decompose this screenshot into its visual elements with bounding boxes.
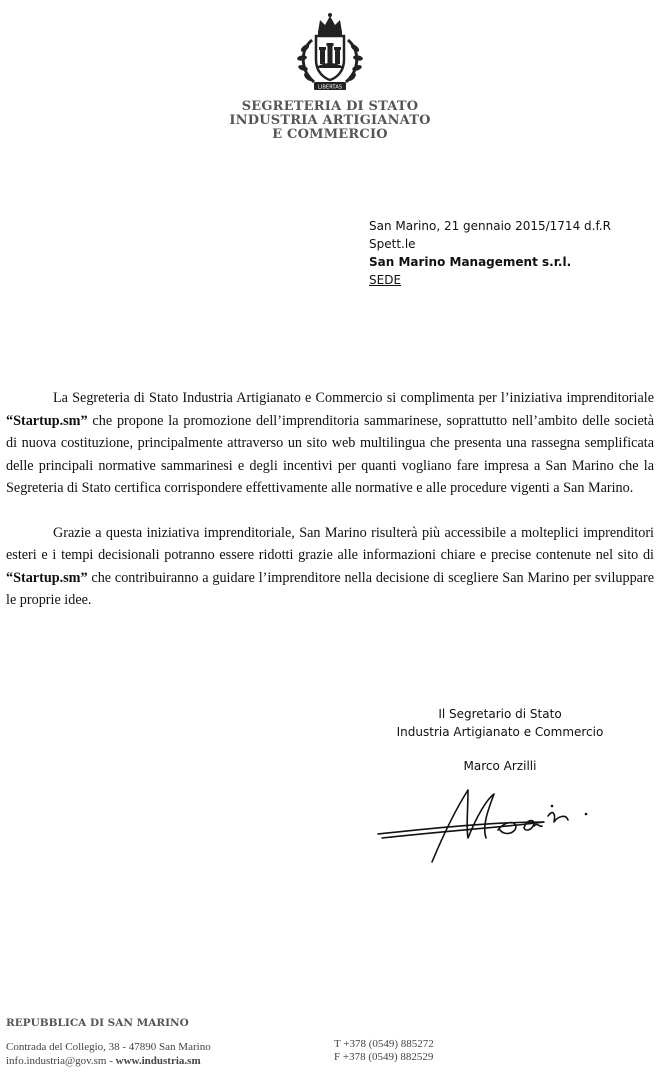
paragraph-2-brand: “Startup.sm” xyxy=(6,569,88,586)
ministry-line-3: E COMMERCIO xyxy=(272,127,388,142)
recipient-location: SEDE xyxy=(369,273,402,287)
paragraph-2-text-b: che contribuiranno a guidare l’imprenditore nella decisione di scegliere San Marino per sviluppare le proprie idee. xyxy=(6,569,654,608)
signatory-title-line-1: Il Segretario di Stato xyxy=(438,707,562,721)
footer-separator: - xyxy=(106,1055,116,1067)
paragraph-1-text-b: che propone la promozione dell’imprenditoria sammarinese, soprattutto nell’ambito delle società di nuova costituzione, principalmente attraverso un sito web multilingua che presenta una rassegna semplificata delle principali normative sammarinesi e degli incentivi per quanti vogliano fare impresa a San Marino che la Segreteria di Stato certifica corrispondere effettivamente alle normative e alle procedure vigenti a San Marino. xyxy=(6,412,654,496)
handwritten-signature-icon xyxy=(376,776,596,868)
footer-email: info.industria@gov.sm xyxy=(6,1055,107,1067)
paragraph-2 xyxy=(6,522,654,612)
footer-fax: F +378 (0549) 882529 xyxy=(334,1051,434,1063)
recipient-name: San Marino Management s.r.l. xyxy=(369,255,572,269)
letter-body xyxy=(6,387,654,634)
paragraph-1-text-a: La Segreteria di Stato Industria Artigianato e Commercio si complimenta per l’iniziativa imprenditoriale xyxy=(53,390,654,406)
ministry-letterhead xyxy=(0,100,660,142)
place-date: San Marino, 21 gennaio 2015/1714 d.f.R xyxy=(369,219,611,233)
signatory-title-line-2: Industria Artigianato e Commercio xyxy=(396,725,604,739)
footer-address: Contrada del Collegio, 38 - 47890 San Marino xyxy=(6,1041,211,1053)
footer-phone: T +378 (0549) 885272 xyxy=(334,1038,434,1050)
signature-block xyxy=(380,705,620,775)
address-block xyxy=(369,217,611,289)
san-marino-coat-of-arms-icon xyxy=(290,10,370,92)
footer-contact-right xyxy=(334,1038,434,1064)
salutation: Spett.le xyxy=(369,237,416,251)
paragraph-2-text-a: Grazie a questa iniziativa imprenditoriale, San Marino risulterà più accessibile a molteplici imprenditori esteri e i tempi decisionali potranno essere ridotti grazie alle informazioni chiare e precise contenute nel sito di xyxy=(6,524,654,563)
ministry-line-1: SEGRETERIA DI STATO xyxy=(241,99,419,114)
footer-email-web-line xyxy=(6,1054,211,1068)
signatory-name: Marco Arzilli xyxy=(463,759,537,773)
svg-text:LIBERTAS: LIBERTAS xyxy=(317,84,343,91)
footer-organization: REPUBBLICA DI SAN MARINO xyxy=(6,1017,189,1029)
footer-contact-left xyxy=(6,1040,211,1068)
ministry-line-2: INDUSTRIA ARTIGIANATO xyxy=(229,113,431,128)
paragraph-1-brand: “Startup.sm” xyxy=(6,412,88,429)
footer-website: www.industria.sm xyxy=(115,1055,201,1067)
paragraph-1 xyxy=(6,387,654,500)
